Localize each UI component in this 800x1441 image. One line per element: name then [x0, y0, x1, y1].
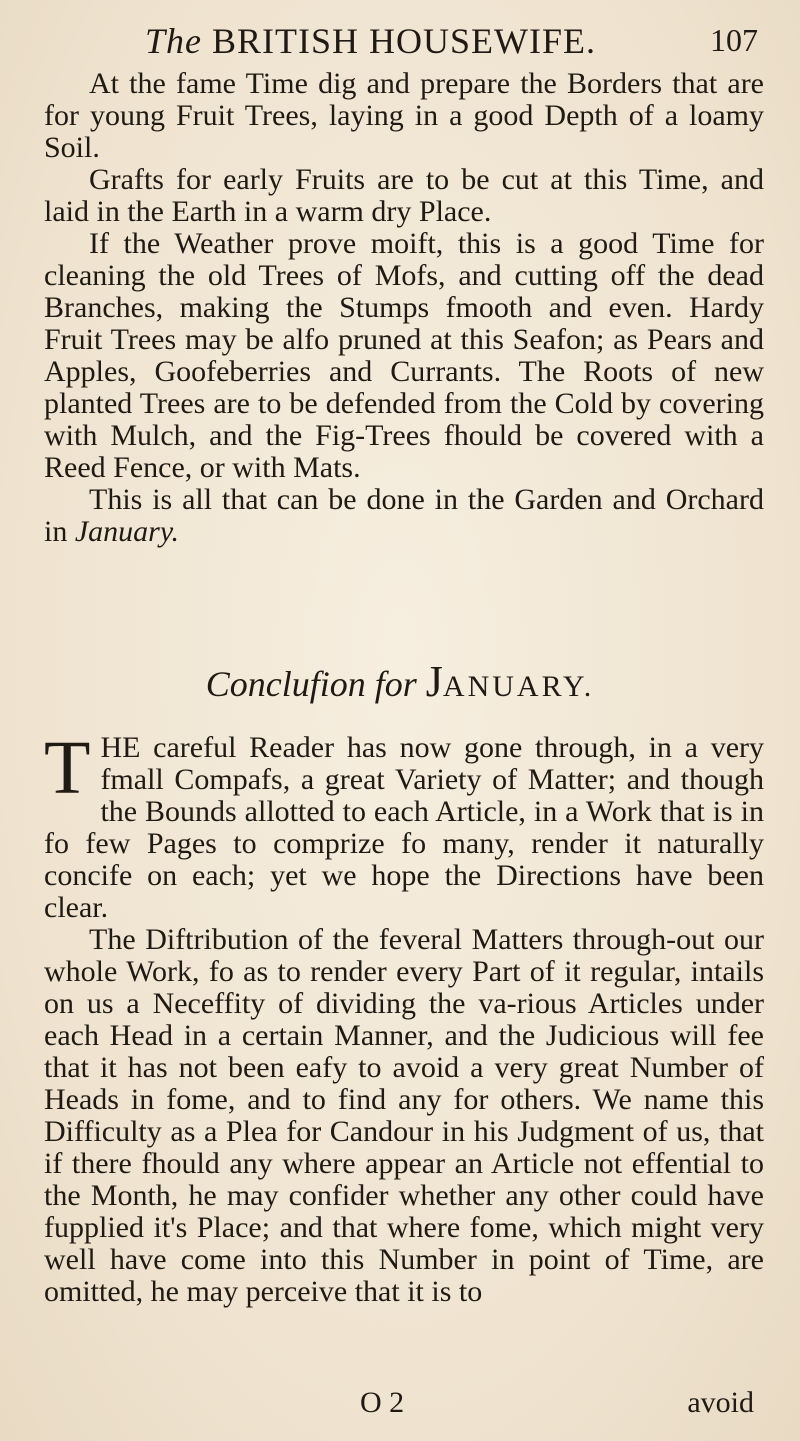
page-number: 107 — [710, 22, 758, 58]
heading-initial: J — [425, 657, 443, 706]
heading-caps: ANUARY. — [442, 670, 595, 703]
month-name: January. — [74, 515, 179, 548]
catchword: avoid — [687, 1386, 754, 1419]
signature-mark: O 2 — [360, 1386, 405, 1419]
page-footer — [0, 1386, 800, 1426]
drop-cap: T — [44, 726, 91, 810]
page-header — [0, 20, 800, 70]
paragraph-borders: At the fame Time dig and prepare the Borders that are for young Fruit Trees, laying in a good Depth of a loamy Soil. — [44, 67, 764, 164]
paragraph-conclusion-intro — [44, 726, 764, 924]
running-title — [145, 20, 596, 62]
orchard-summary-text: This is all that can be done in the Garden and Orchard in — [44, 483, 764, 548]
section-heading — [0, 656, 800, 707]
garden-directions-section — [44, 68, 764, 548]
heading-italic: Conclufion for — [205, 664, 417, 704]
paragraph-weather: If the Weather prove moift, this is a good Time for cleaning the old Trees of Mofs, and cutting off the dead Branches, making the Stumps fmooth and even. Hardy Fruit Trees may be alfo pruned at this Seafon; as Pears and Apples, Goofeberries and Currants. The Roots of new planted Trees are to be defended from the Cold by covering with Mulch, and the Fig-Trees fhould be covered with a Reed Fence, or with Mats. — [44, 227, 764, 484]
running-title-main: BRITISH HOUSEWIFE. — [212, 21, 596, 61]
paragraph-distribution: The Diftribution of the feveral Matters through-out our whole Work, fo as to render every Part of it regular, intails on us a Neceffity of dividing the va-rious Articles under each Head in a certain Manner, and the Judicious will fee that it has not been eafy to avoid a very great Number of Heads in fome, and to find any for others. We name this Difficulty as a Plea for Candour in his Judgment of us, that if there fhould any where appear an Article not effential to the Month, he may confider whether any other could have fupplied it's Place; and that where fome, which might very well have come into this Number in point of Time, are omitted, he may perceive that it is to — [44, 923, 764, 1308]
paragraph-orchard-summary — [44, 484, 764, 548]
running-title-prefix: The — [145, 21, 202, 61]
conclusion-intro-text: HE careful Reader has now gone through, in a very fmall Compafs, a great Variety of Matter; and though the Bounds allotted to each Article, in a Work that is in fo few Pages to comprize fo many, render it naturally concife on each; yet we hope the Directions have been clear. — [44, 731, 764, 924]
paragraph-grafts: Grafts for early Fruits are to be cut at this Time, and laid in the Earth in a warm dry Place. — [44, 163, 764, 228]
conclusion-section — [44, 726, 764, 1308]
